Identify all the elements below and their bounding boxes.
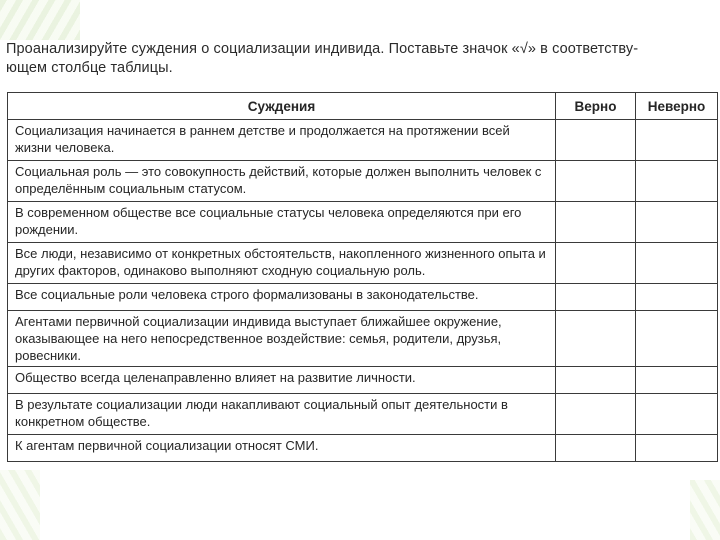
- statement-cell: В результате социализации люди накапливают социальный опыт деятельности в конкретном обществе.: [8, 394, 556, 435]
- true-checkbox-cell[interactable]: [556, 284, 636, 311]
- true-checkbox-cell[interactable]: [556, 435, 636, 462]
- statement-cell: Агентами первичной социализации индивида выступает ближайшее окружение, оказывающее на него непосредственное воздействие: семья, родители, друзья, ровесники.: [8, 311, 556, 367]
- false-checkbox-cell[interactable]: [636, 284, 718, 311]
- corner-decoration-bottom-right: [690, 480, 720, 540]
- false-checkbox-cell[interactable]: [636, 120, 718, 161]
- table-row: [8, 435, 718, 462]
- true-checkbox-cell[interactable]: [556, 161, 636, 202]
- false-checkbox-cell[interactable]: [636, 435, 718, 462]
- statement-cell: Социализация начинается в раннем детстве и продолжается на протяжении всей жизни человека.: [8, 120, 556, 161]
- statement-cell: В современном обществе все социальные статусы человека определяются при его рождении.: [8, 202, 556, 243]
- task-instruction: [6, 40, 718, 78]
- statement-cell: К агентам первичной социализации относят СМИ.: [8, 435, 556, 462]
- table-row: [8, 367, 718, 394]
- true-checkbox-cell[interactable]: [556, 394, 636, 435]
- true-checkbox-cell[interactable]: [556, 202, 636, 243]
- false-checkbox-cell[interactable]: [636, 202, 718, 243]
- table-row: [8, 202, 718, 243]
- true-checkbox-cell[interactable]: [556, 367, 636, 394]
- header-true: Верно: [556, 93, 636, 120]
- header-judgements: Суждения: [8, 93, 556, 120]
- corner-decoration-top: [0, 0, 80, 40]
- false-checkbox-cell[interactable]: [636, 367, 718, 394]
- judgements-table-container: [7, 92, 717, 462]
- instruction-line-2: ющем столбце таблицы.: [6, 60, 173, 76]
- statement-cell: Все люди, независимо от конкретных обстоятельств, накопленного жизненного опыта и других факторов, одинаково выполняют сходную социальную роль.: [8, 243, 556, 284]
- instruction-line-1: Проанализируйте суждения о социализации индивида. Поставьте значок «√» в соответству-: [6, 41, 639, 57]
- false-checkbox-cell[interactable]: [636, 243, 718, 284]
- corner-decoration-bottom-left: [0, 470, 40, 540]
- statement-cell: Все социальные роли человека строго формализованы в законодательстве.: [8, 284, 556, 311]
- table-row: [8, 311, 718, 367]
- true-checkbox-cell[interactable]: [556, 311, 636, 367]
- false-checkbox-cell[interactable]: [636, 311, 718, 367]
- false-checkbox-cell[interactable]: [636, 161, 718, 202]
- table-row: [8, 120, 718, 161]
- true-checkbox-cell[interactable]: [556, 243, 636, 284]
- statement-cell: Социальная роль — это совокупность действий, которые должен выполнить человек с определённым социальным статусом.: [8, 161, 556, 202]
- table-row: [8, 243, 718, 284]
- true-checkbox-cell[interactable]: [556, 120, 636, 161]
- table-row: [8, 394, 718, 435]
- judgements-table: [7, 92, 718, 462]
- table-header-row: [8, 93, 718, 120]
- table-row: [8, 284, 718, 311]
- false-checkbox-cell[interactable]: [636, 394, 718, 435]
- table-row: [8, 161, 718, 202]
- header-false: Неверно: [636, 93, 718, 120]
- statement-cell: Общество всегда целенаправленно влияет на развитие личности.: [8, 367, 556, 394]
